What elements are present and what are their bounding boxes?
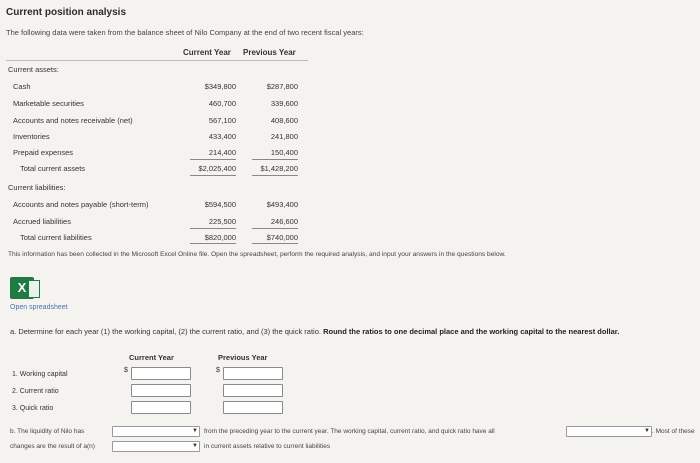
working-capital-previous-input[interactable] [223,367,283,380]
value-accounts-payable-previous: $493,400 [266,200,298,209]
answer-label-working-capital: 1. Working capital [12,371,68,378]
question-a-prefix: a. Determine for each year (1) the working capital, (2) the current ratio, and (3) the quick ratio. [10,327,321,336]
value-accrued-liabilities-current: 225,500 [208,217,236,226]
ratios-change-select[interactable] [566,426,652,437]
excel-icon[interactable]: X [10,277,34,299]
quick-ratio-previous-input[interactable] [223,401,283,414]
header-divider [6,60,308,61]
current-assets-heading: Current assets: [8,65,59,74]
question-b-line2-start: changes are the result of a(n) [10,443,95,450]
value-prepaid-expenses-previous: 150,400 [270,148,298,157]
currency-symbol-previous: $ [216,367,220,374]
value-prepaid-expenses-current: 214,400 [208,148,236,157]
subtotal-underline-current [190,159,236,160]
current-liabilities-heading: Current liabilities: [8,183,66,192]
value-inventories-previous: 241,800 [270,132,298,141]
row-label-accounts-payable: Accounts and notes payable (short-term) [13,200,149,209]
value-accrued-liabilities-previous: 246,600 [270,217,298,226]
intro-text: The following data were taken from the balance sheet of Nilo Company at the end of two recent fiscal years: [6,28,364,37]
col-header-previous: Previous Year [243,48,296,57]
answer-col-previous: Previous Year [218,353,268,362]
chevron-down-icon: ▼ [192,428,198,434]
chevron-down-icon: ▼ [644,428,650,434]
value-total-current-assets-previous: $1,428,200 [260,164,298,173]
value-total-current-liabilities-current: $820,000 [204,233,236,242]
working-capital-current-input[interactable] [131,367,191,380]
assets-change-select[interactable] [112,441,200,452]
value-total-current-liabilities-previous: $740,000 [266,233,298,242]
value-total-current-assets-current: $2,025,400 [198,164,236,173]
liquidity-change-select[interactable] [112,426,200,437]
value-inventories-current: 433,400 [208,132,236,141]
row-label-prepaid-expenses: Prepaid expenses [13,148,74,157]
row-label-total-current-liabilities: Total current liabilities [20,233,92,242]
row-label-total-current-assets: Total current assets [20,164,86,173]
liab-underline-previous [252,228,298,229]
row-label-cash: Cash [13,82,31,91]
question-b-line2-end: in current assets relative to current liabilities [204,443,331,450]
value-marketable-securities-previous: 339,600 [270,99,298,108]
col-header-current: Current Year [183,48,231,57]
question-b-line1-middle: from the preceding year to the current year. The working capital, current ratio, and quick ratio have all [204,428,495,435]
row-label-receivables: Accounts and notes receivable (net) [13,116,133,125]
page-title: Current position analysis [6,7,127,18]
currency-symbol-current: $ [124,367,128,374]
value-accounts-payable-current: $594,500 [204,200,236,209]
chevron-down-icon: ▼ [192,443,198,449]
answer-col-current: Current Year [129,353,174,362]
value-cash-previous: $287,800 [266,82,298,91]
liab-underline-current [190,228,236,229]
value-receivables-previous: 408,600 [270,116,298,125]
total-assets-underline-current [190,175,236,176]
answer-label-quick-ratio: 3. Quick ratio [12,405,54,412]
value-marketable-securities-current: 460,700 [208,99,236,108]
open-spreadsheet-link[interactable]: Open spreadsheet [10,304,68,311]
quick-ratio-current-input[interactable] [131,401,191,414]
current-ratio-current-input[interactable] [131,384,191,397]
row-label-accrued-liabilities: Accrued liabilities [13,217,71,226]
total-liab-underline-current [190,243,236,244]
info-text: This information has been collected in the Microsoft Excel Online file. Open the spreadsheet, perform the required analysis, and input your answers in the questions below. [8,251,506,258]
question-b-line1-end: . Most of these [652,428,695,435]
answer-label-current-ratio: 2. Current ratio [12,388,59,395]
total-assets-underline-previous [252,175,298,176]
question-b-line1-start: b. The liquidity of Nilo has [10,428,85,435]
row-label-marketable-securities: Marketable securities [13,99,84,108]
value-cash-current: $349,800 [204,82,236,91]
row-label-inventories: Inventories [13,132,50,141]
total-liab-underline-previous [252,243,298,244]
value-receivables-current: 567,100 [208,116,236,125]
subtotal-underline-previous [252,159,298,160]
question-a-text [10,327,619,336]
current-ratio-previous-input[interactable] [223,384,283,397]
question-a-bold: Round the ratios to one decimal place and the working capital to the nearest dollar. [323,327,620,336]
